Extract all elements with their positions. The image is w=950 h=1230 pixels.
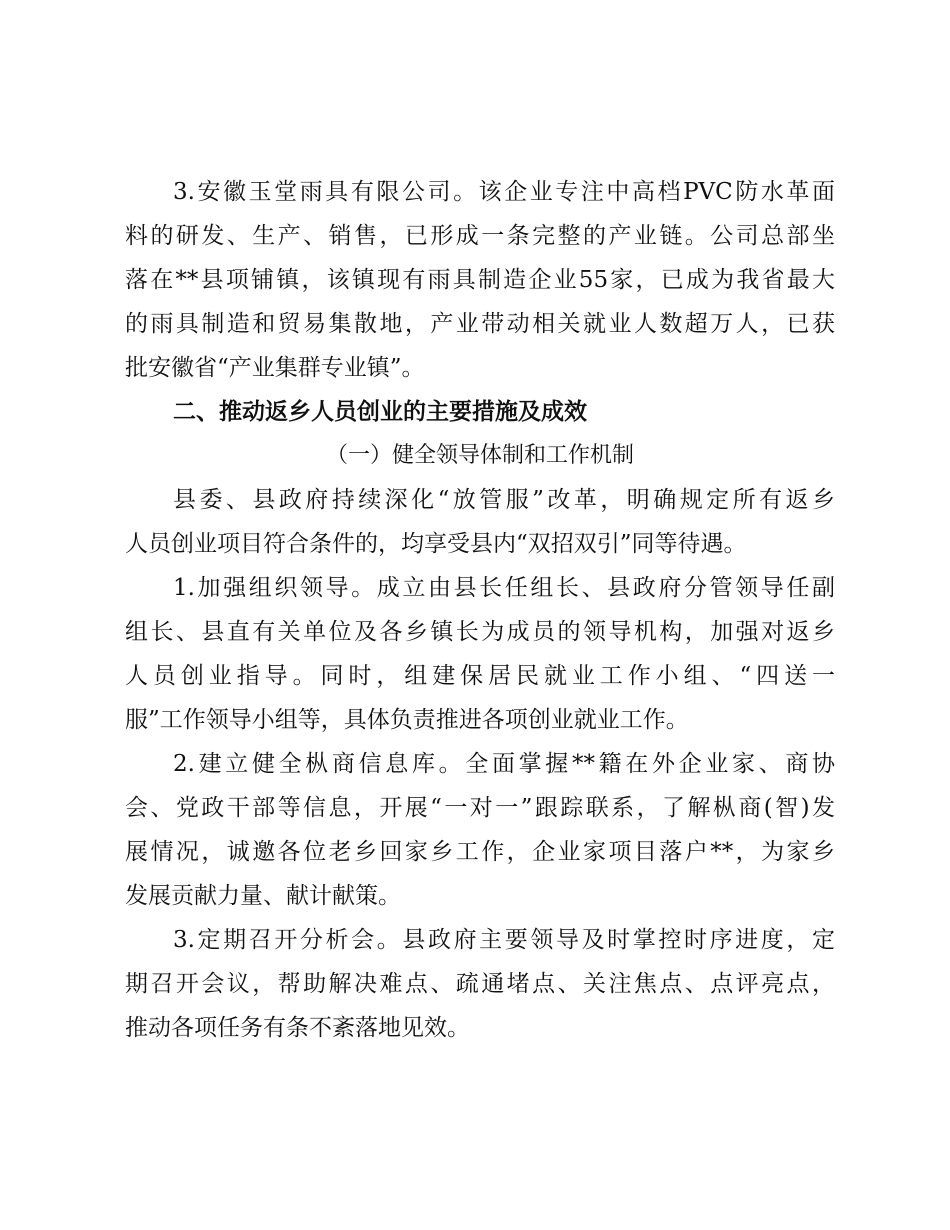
document-body <box>125 170 835 1050</box>
paragraph-line: 3.安徽玉堂雨具有限公司。该企业专注中高档PVC防水革面 <box>173 179 835 205</box>
paragraph-line: 落在**县项铺镇，该镇现有雨具制造企业55家，已成为我省最大 <box>125 267 835 293</box>
paragraph-line: 人员创业指导。同时，组建保居民就业工作小组、“四送一 <box>125 663 835 689</box>
paragraph-line: 推动各项任务有条不紊落地见效。 <box>125 1015 470 1041</box>
paragraph-line: 3.定期召开分析会。县政府主要领导及时掌控时序进度，定 <box>173 927 835 953</box>
paragraph-item-3 <box>125 918 835 1050</box>
paragraph-line: 服”工作领导小组等，具体负责推进各项创业就业工作。 <box>125 707 689 733</box>
paragraph-line: 县委、县政府持续深化“放管服”改革，明确规定所有返乡 <box>173 487 835 513</box>
paragraph-line: 的雨具制造和贸易集散地，产业带动相关就业人数超万人，已获 <box>125 311 835 337</box>
paragraph-line: 会、党政干部等信息，开展“一对一”跟踪联系，了解枞商(智)发 <box>125 795 835 821</box>
paragraph-line: 2.建立健全枞商信息库。全面掌握**籍在外企业家、商协 <box>173 751 835 777</box>
paragraph-item-1 <box>125 566 835 742</box>
subsection-heading: （一）健全领导体制和工作机制 <box>325 443 634 468</box>
paragraph-line: 组长、县直有关单位及各乡镇长为成员的领导机构，加强对返乡 <box>125 619 835 645</box>
paragraph-line: 发展贡献力量、献计献策。 <box>125 883 401 909</box>
paragraph-line: 料的研发、生产、销售，已形成一条完整的产业链。公司总部坐 <box>125 223 835 249</box>
paragraph-line: 批安徽省“产业集群专业镇”。 <box>125 355 425 381</box>
paragraph-company-3 <box>125 170 835 390</box>
paragraph-line: 1.加强组织领导。成立由县长任组长、县政府分管领导任副 <box>173 575 835 601</box>
paragraph-item-2 <box>125 742 835 918</box>
paragraph-line: 期召开会议，帮助解决难点、疏通堵点、关注焦点、点评亮点， <box>125 971 835 997</box>
paragraph-line: 展情况，诚邀各位老乡回家乡工作，企业家项目落户**，为家乡 <box>125 839 835 865</box>
section-heading: 二、推动返乡人员创业的主要措施及成效 <box>173 399 587 425</box>
paragraph-line: 人员创业项目符合条件的，均享受县内“双招双引”同等待遇。 <box>125 531 747 557</box>
paragraph-intro <box>125 478 835 566</box>
